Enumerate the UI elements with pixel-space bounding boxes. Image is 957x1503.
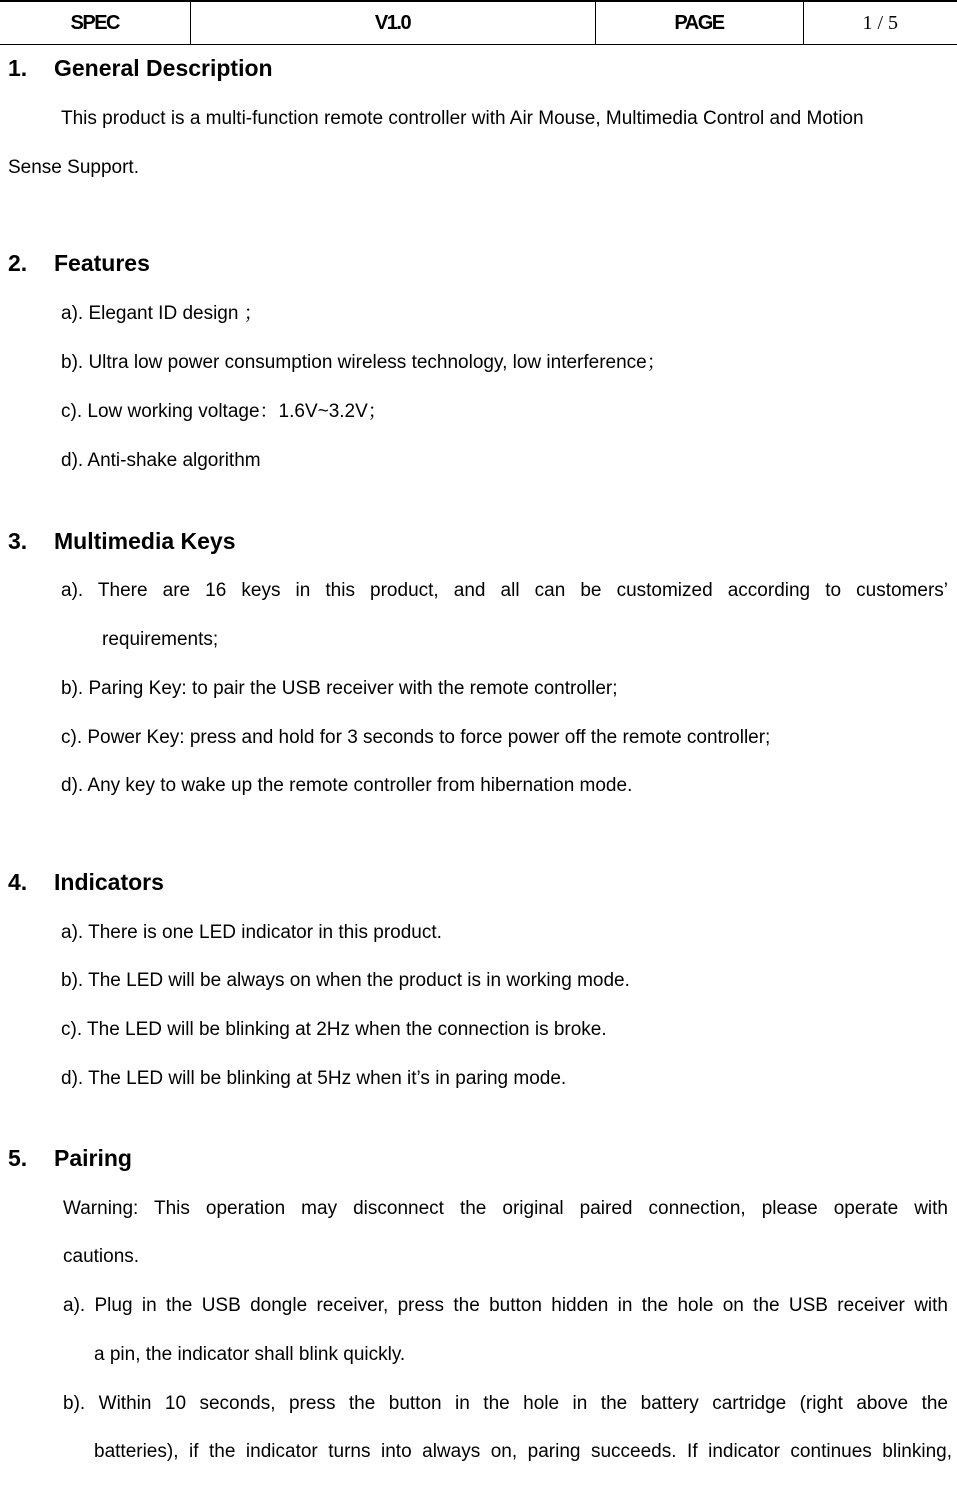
section-heading-pairing [8,1145,132,1172]
feature-item-c: c). Low working voltage：1.6V~3.2V； [61,401,387,422]
feature-item-d: d). Anti-shake algorithm [61,450,261,471]
feature-item-b: b). Ultra low power consumption wireless technology, low interference； [61,352,666,373]
multimedia-key-item-a-line-2: requirements; [102,629,219,650]
indicator-item-b: b). The LED will be always on when the product is in working mode. [61,970,630,991]
pairing-warning-line-2: cautions. [63,1246,140,1267]
section-title: Multimedia Keys [54,528,236,554]
multimedia-key-item-a-line-1: a). There are 16 keys in this product, and all can be customized according to customers’ [61,580,948,601]
multimedia-key-item-d: d). Any key to wake up the remote controller from hibernation mode. [61,775,633,796]
indicator-item-c: c). The LED will be blinking at 2Hz when the connection is broke. [61,1019,607,1040]
pairing-step-a-line-2: a pin, the indicator shall blink quickly. [94,1344,406,1365]
section-number: 1. [8,55,28,81]
indicator-item-a: a). There is one LED indicator in this product. [61,922,442,943]
section-title: Features [54,250,150,276]
feature-item-a: a). Elegant ID design ； [61,303,263,324]
section-number: 5. [8,1145,28,1171]
page-label: PAGE [595,1,803,45]
version-label: V1.0 [190,1,595,45]
indicator-item-d: d). The LED will be blinking at 5Hz when it’s in paring mode. [61,1068,567,1089]
section-title: General Description [54,55,273,81]
multimedia-key-item-c: c). Power Key: press and hold for 3 seconds to force power off the remote controller; [61,727,771,748]
pairing-warning-line-1: Warning: This operation may disconnect the original paired connection, please operate with [63,1198,948,1219]
general-description-line-2: Sense Support. [8,157,139,178]
section-heading-multimedia-keys [8,528,236,555]
section-heading-indicators [8,869,164,896]
pairing-step-b-line-2: batteries), if the indicator turns into always on, paring succeeds. If indicator continues blinking, [94,1441,952,1462]
section-title: Indicators [54,869,164,895]
section-title: Pairing [54,1145,132,1171]
spec-label: SPEC [0,1,190,45]
spec-header-table [0,0,957,45]
section-heading-general-description [8,55,273,82]
pairing-step-b-line-1: b). Within 10 seconds, press the button in the hole in the battery cartridge (right above the [63,1393,948,1414]
section-heading-features [8,250,150,277]
section-number: 2. [8,250,28,276]
multimedia-key-item-b: b). Paring Key: to pair the USB receiver with the remote controller; [61,678,618,699]
general-description-line-1: This product is a multi-function remote controller with Air Mouse, Multimedia Control and Motion [61,108,864,129]
section-number: 3. [8,528,28,554]
section-number: 4. [8,869,28,895]
page-number: 1 / 5 [803,1,957,45]
pairing-step-a-line-1: a). Plug in the USB dongle receiver, press the button hidden in the hole on the USB receiver with [63,1295,948,1316]
